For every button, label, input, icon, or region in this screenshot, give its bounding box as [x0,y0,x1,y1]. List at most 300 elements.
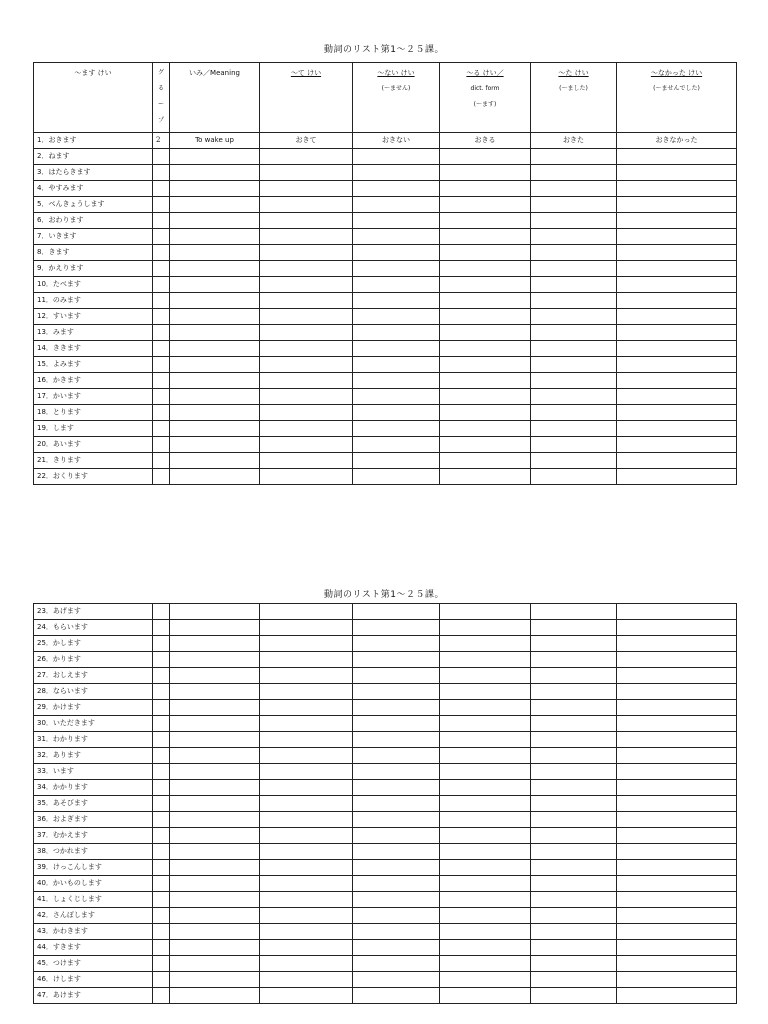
ta-form-cell[interactable] [531,988,617,1004]
group-cell[interactable] [153,341,170,357]
group-cell[interactable] [153,748,170,764]
nai-form-cell[interactable] [353,149,440,165]
group-cell[interactable] [153,620,170,636]
nakatta-form-cell[interactable] [617,373,737,389]
meaning-cell[interactable] [170,796,260,812]
nai-form-cell[interactable] [353,373,440,389]
te-form-cell[interactable] [260,652,353,668]
ta-form-cell[interactable] [531,972,617,988]
nakatta-form-cell[interactable] [617,421,737,437]
meaning-cell[interactable] [170,181,260,197]
te-form-cell[interactable] [260,245,353,261]
meaning-cell[interactable] [170,437,260,453]
ta-form-cell[interactable] [531,469,617,485]
nakatta-form-cell[interactable] [617,876,737,892]
group-cell[interactable] [153,357,170,373]
dictionary-form-cell[interactable] [440,373,531,389]
dictionary-form-cell[interactable] [440,437,531,453]
nai-form-cell[interactable] [353,181,440,197]
nai-form-cell[interactable] [353,165,440,181]
meaning-cell[interactable] [170,453,260,469]
nai-form-cell[interactable] [353,700,440,716]
meaning-cell[interactable] [170,956,260,972]
te-form-cell[interactable] [260,453,353,469]
group-cell[interactable] [153,892,170,908]
nakatta-form-cell[interactable] [617,197,737,213]
nai-form-cell[interactable] [353,668,440,684]
nai-form-cell[interactable] [353,604,440,620]
te-form-cell[interactable] [260,908,353,924]
nai-form-cell[interactable] [353,860,440,876]
nakatta-form-cell[interactable] [617,892,737,908]
group-cell[interactable] [153,373,170,389]
ta-form-cell[interactable] [531,197,617,213]
meaning-cell[interactable] [170,972,260,988]
nai-form-cell[interactable] [353,620,440,636]
ta-form-cell[interactable] [531,229,617,245]
nai-form-cell[interactable] [353,972,440,988]
ta-form-cell[interactable] [531,389,617,405]
nakatta-form-cell[interactable] [617,924,737,940]
meaning-cell[interactable] [170,309,260,325]
nai-form-cell[interactable] [353,197,440,213]
meaning-cell[interactable] [170,229,260,245]
dictionary-form-cell[interactable] [440,421,531,437]
ta-form-cell[interactable] [531,860,617,876]
nakatta-form-cell[interactable] [617,453,737,469]
nai-form-cell[interactable] [353,892,440,908]
ta-form-cell[interactable] [531,844,617,860]
nai-form-cell[interactable] [353,844,440,860]
group-cell[interactable] [153,453,170,469]
meaning-cell[interactable] [170,780,260,796]
group-cell[interactable] [153,636,170,652]
nakatta-form-cell[interactable] [617,341,737,357]
nai-form-cell[interactable] [353,213,440,229]
dictionary-form-cell[interactable] [440,828,531,844]
nakatta-form-cell[interactable] [617,812,737,828]
nakatta-form-cell[interactable] [617,293,737,309]
group-cell[interactable] [153,844,170,860]
dictionary-form-cell[interactable] [440,229,531,245]
group-cell[interactable] [153,780,170,796]
meaning-cell[interactable] [170,988,260,1004]
te-form-cell[interactable] [260,812,353,828]
nakatta-form-cell[interactable] [617,604,737,620]
dictionary-form-cell[interactable] [440,684,531,700]
te-form-cell[interactable] [260,261,353,277]
dictionary-form-cell[interactable] [440,844,531,860]
dictionary-form-cell[interactable] [440,940,531,956]
group-cell[interactable] [153,437,170,453]
nakatta-form-cell[interactable] [617,780,737,796]
nakatta-form-cell[interactable] [617,245,737,261]
dictionary-form-cell[interactable] [440,245,531,261]
te-form-cell[interactable] [260,732,353,748]
nakatta-form-cell[interactable] [617,988,737,1004]
te-form-cell[interactable] [260,309,353,325]
te-form-cell[interactable] [260,293,353,309]
dictionary-form-cell[interactable] [440,197,531,213]
nakatta-form-cell[interactable] [617,828,737,844]
ta-form-cell[interactable] [531,924,617,940]
meaning-cell[interactable] [170,844,260,860]
meaning-cell[interactable] [170,293,260,309]
nai-form-cell[interactable] [353,437,440,453]
meaning-cell[interactable] [170,876,260,892]
nai-form-cell[interactable] [353,828,440,844]
group-cell[interactable] [153,181,170,197]
meaning-cell[interactable] [170,924,260,940]
nakatta-form-cell[interactable] [617,972,737,988]
ta-form-cell[interactable] [531,357,617,373]
te-form-cell[interactable] [260,748,353,764]
meaning-cell[interactable] [170,764,260,780]
dictionary-form-cell[interactable] [440,405,531,421]
group-cell[interactable] [153,389,170,405]
nai-form-cell[interactable] [353,684,440,700]
te-form-cell[interactable] [260,149,353,165]
nai-form-cell[interactable] [353,277,440,293]
ta-form-cell[interactable] [531,341,617,357]
ta-form-cell[interactable] [531,437,617,453]
meaning-cell[interactable] [170,828,260,844]
te-form-cell[interactable] [260,165,353,181]
meaning-cell[interactable] [170,812,260,828]
te-form-cell[interactable] [260,405,353,421]
nai-form-cell[interactable] [353,261,440,277]
te-form-cell[interactable] [260,277,353,293]
dictionary-form-cell[interactable] [440,892,531,908]
meaning-cell[interactable] [170,860,260,876]
nai-form-cell[interactable] [353,796,440,812]
nai-form-cell[interactable] [353,924,440,940]
dictionary-form-cell[interactable] [440,780,531,796]
te-form-cell[interactable] [260,876,353,892]
meaning-cell[interactable] [170,261,260,277]
meaning-cell[interactable] [170,405,260,421]
meaning-cell[interactable] [170,604,260,620]
group-cell[interactable] [153,165,170,181]
dictionary-form-cell[interactable] [440,652,531,668]
meaning-cell[interactable] [170,636,260,652]
ta-form-cell[interactable] [531,668,617,684]
group-cell[interactable] [153,924,170,940]
meaning-cell[interactable] [170,357,260,373]
nai-form-cell[interactable] [353,652,440,668]
nai-form-cell[interactable] [353,732,440,748]
dictionary-form-cell[interactable] [440,668,531,684]
dictionary-form-cell[interactable] [440,956,531,972]
meaning-cell[interactable] [170,732,260,748]
group-cell[interactable] [153,604,170,620]
dictionary-form-cell[interactable] [440,309,531,325]
ta-form-cell[interactable] [531,261,617,277]
te-form-cell[interactable] [260,437,353,453]
nai-form-cell[interactable] [353,956,440,972]
dictionary-form-cell[interactable] [440,325,531,341]
dictionary-form-cell[interactable] [440,293,531,309]
group-cell[interactable] [153,812,170,828]
ta-form-cell[interactable] [531,604,617,620]
nai-form-cell[interactable] [353,764,440,780]
te-form-cell[interactable] [260,716,353,732]
meaning-cell[interactable] [170,684,260,700]
te-form-cell[interactable] [260,956,353,972]
te-form-cell[interactable] [260,700,353,716]
nai-form-cell[interactable] [353,716,440,732]
meaning-cell[interactable] [170,149,260,165]
group-cell[interactable] [153,860,170,876]
ta-form-cell[interactable] [531,309,617,325]
ta-form-cell[interactable] [531,892,617,908]
ta-form-cell[interactable] [531,940,617,956]
nai-form-cell[interactable] [353,453,440,469]
ta-form-cell[interactable] [531,373,617,389]
group-cell[interactable] [153,908,170,924]
ta-form-cell[interactable] [531,149,617,165]
meaning-cell[interactable] [170,389,260,405]
nakatta-form-cell[interactable] [617,309,737,325]
te-form-cell[interactable] [260,469,353,485]
ta-form-cell[interactable] [531,277,617,293]
group-cell[interactable] [153,828,170,844]
meaning-cell[interactable] [170,748,260,764]
ta-form-cell[interactable] [531,700,617,716]
nakatta-form-cell[interactable] [617,261,737,277]
nakatta-form-cell[interactable] [617,213,737,229]
ta-form-cell[interactable] [531,325,617,341]
ta-form-cell[interactable] [531,165,617,181]
dictionary-form-cell[interactable] [440,700,531,716]
te-form-cell[interactable] [260,924,353,940]
ta-form-cell[interactable] [531,876,617,892]
dictionary-form-cell[interactable] [440,261,531,277]
ta-form-cell[interactable] [531,620,617,636]
nakatta-form-cell[interactable] [617,668,737,684]
meaning-cell[interactable] [170,197,260,213]
dictionary-form-cell[interactable] [440,988,531,1004]
dictionary-form-cell[interactable] [440,357,531,373]
te-form-cell[interactable] [260,796,353,812]
meaning-cell[interactable] [170,421,260,437]
nakatta-form-cell[interactable] [617,181,737,197]
dictionary-form-cell[interactable] [440,972,531,988]
meaning-cell[interactable] [170,700,260,716]
dictionary-form-cell[interactable] [440,876,531,892]
te-form-cell[interactable] [260,389,353,405]
nakatta-form-cell[interactable] [617,956,737,972]
nai-form-cell[interactable] [353,309,440,325]
ta-form-cell[interactable] [531,684,617,700]
nakatta-form-cell[interactable] [617,357,737,373]
nakatta-form-cell[interactable] [617,908,737,924]
nakatta-form-cell[interactable] [617,325,737,341]
group-cell[interactable] [153,876,170,892]
nai-form-cell[interactable] [353,421,440,437]
te-form-cell[interactable] [260,373,353,389]
dictionary-form-cell[interactable] [440,764,531,780]
nai-form-cell[interactable] [353,293,440,309]
meaning-cell[interactable] [170,341,260,357]
nakatta-form-cell[interactable] [617,389,737,405]
dictionary-form-cell[interactable] [440,716,531,732]
te-form-cell[interactable] [260,764,353,780]
te-form-cell[interactable] [260,181,353,197]
group-cell[interactable] [153,764,170,780]
nai-form-cell[interactable] [353,325,440,341]
nai-form-cell[interactable] [353,245,440,261]
ta-form-cell[interactable] [531,636,617,652]
te-form-cell[interactable] [260,421,353,437]
nai-form-cell[interactable] [353,357,440,373]
ta-form-cell[interactable] [531,732,617,748]
te-form-cell[interactable] [260,972,353,988]
te-form-cell[interactable] [260,844,353,860]
group-cell[interactable] [153,972,170,988]
te-form-cell[interactable] [260,357,353,373]
meaning-cell[interactable] [170,668,260,684]
ta-form-cell[interactable] [531,453,617,469]
dictionary-form-cell[interactable] [440,796,531,812]
meaning-cell[interactable] [170,165,260,181]
nakatta-form-cell[interactable] [617,229,737,245]
group-cell[interactable] [153,684,170,700]
te-form-cell[interactable] [260,860,353,876]
te-form-cell[interactable] [260,940,353,956]
meaning-cell[interactable] [170,373,260,389]
dictionary-form-cell[interactable] [440,389,531,405]
ta-form-cell[interactable] [531,956,617,972]
te-form-cell[interactable] [260,197,353,213]
nai-form-cell[interactable] [353,780,440,796]
te-form-cell[interactable] [260,684,353,700]
ta-form-cell[interactable] [531,245,617,261]
dictionary-form-cell[interactable] [440,149,531,165]
nakatta-form-cell[interactable] [617,165,737,181]
ta-form-cell[interactable] [531,405,617,421]
nakatta-form-cell[interactable] [617,796,737,812]
ta-form-cell[interactable] [531,796,617,812]
dictionary-form-cell[interactable] [440,453,531,469]
ta-form-cell[interactable] [531,828,617,844]
nakatta-form-cell[interactable] [617,940,737,956]
nai-form-cell[interactable] [353,389,440,405]
meaning-cell[interactable] [170,245,260,261]
nai-form-cell[interactable] [353,469,440,485]
nakatta-form-cell[interactable] [617,684,737,700]
group-cell[interactable] [153,277,170,293]
group-cell[interactable] [153,229,170,245]
dictionary-form-cell[interactable] [440,213,531,229]
te-form-cell[interactable] [260,828,353,844]
ta-form-cell[interactable] [531,780,617,796]
nakatta-form-cell[interactable] [617,149,737,165]
meaning-cell[interactable] [170,652,260,668]
group-cell[interactable] [153,469,170,485]
dictionary-form-cell[interactable] [440,277,531,293]
group-cell[interactable] [153,325,170,341]
ta-form-cell[interactable] [531,181,617,197]
nakatta-form-cell[interactable] [617,700,737,716]
dictionary-form-cell[interactable] [440,924,531,940]
ta-form-cell[interactable] [531,764,617,780]
nai-form-cell[interactable] [353,229,440,245]
dictionary-form-cell[interactable] [440,620,531,636]
meaning-cell[interactable] [170,716,260,732]
group-cell[interactable] [153,988,170,1004]
group-cell[interactable] [153,261,170,277]
ta-form-cell[interactable] [531,812,617,828]
meaning-cell[interactable] [170,940,260,956]
group-cell[interactable] [153,245,170,261]
ta-form-cell[interactable] [531,908,617,924]
te-form-cell[interactable] [260,620,353,636]
group-cell[interactable] [153,149,170,165]
ta-form-cell[interactable] [531,652,617,668]
group-cell[interactable] [153,668,170,684]
nakatta-form-cell[interactable] [617,620,737,636]
nai-form-cell[interactable] [353,405,440,421]
meaning-cell[interactable] [170,908,260,924]
nai-form-cell[interactable] [353,812,440,828]
dictionary-form-cell[interactable] [440,860,531,876]
group-cell[interactable] [153,732,170,748]
nakatta-form-cell[interactable] [617,636,737,652]
nai-form-cell[interactable] [353,908,440,924]
nakatta-form-cell[interactable] [617,469,737,485]
meaning-cell[interactable] [170,325,260,341]
dictionary-form-cell[interactable] [440,636,531,652]
ta-form-cell[interactable] [531,293,617,309]
nakatta-form-cell[interactable] [617,437,737,453]
ta-form-cell[interactable] [531,716,617,732]
nakatta-form-cell[interactable] [617,277,737,293]
group-cell[interactable] [153,700,170,716]
te-form-cell[interactable] [260,780,353,796]
dictionary-form-cell[interactable] [440,748,531,764]
group-cell[interactable] [153,405,170,421]
te-form-cell[interactable] [260,988,353,1004]
dictionary-form-cell[interactable] [440,604,531,620]
dictionary-form-cell[interactable] [440,732,531,748]
nai-form-cell[interactable] [353,748,440,764]
nakatta-form-cell[interactable] [617,405,737,421]
nakatta-form-cell[interactable] [617,844,737,860]
group-cell[interactable] [153,940,170,956]
ta-form-cell[interactable] [531,748,617,764]
dictionary-form-cell[interactable] [440,341,531,357]
te-form-cell[interactable] [260,213,353,229]
nakatta-form-cell[interactable] [617,652,737,668]
group-cell[interactable] [153,956,170,972]
ta-form-cell[interactable] [531,213,617,229]
dictionary-form-cell[interactable] [440,812,531,828]
meaning-cell[interactable] [170,469,260,485]
dictionary-form-cell[interactable] [440,908,531,924]
nakatta-form-cell[interactable] [617,732,737,748]
dictionary-form-cell[interactable] [440,181,531,197]
te-form-cell[interactable] [260,604,353,620]
nai-form-cell[interactable] [353,341,440,357]
dictionary-form-cell[interactable] [440,165,531,181]
meaning-cell[interactable] [170,620,260,636]
ta-form-cell[interactable] [531,421,617,437]
dictionary-form-cell[interactable] [440,469,531,485]
nai-form-cell[interactable] [353,636,440,652]
nai-form-cell[interactable] [353,988,440,1004]
group-cell[interactable] [153,213,170,229]
